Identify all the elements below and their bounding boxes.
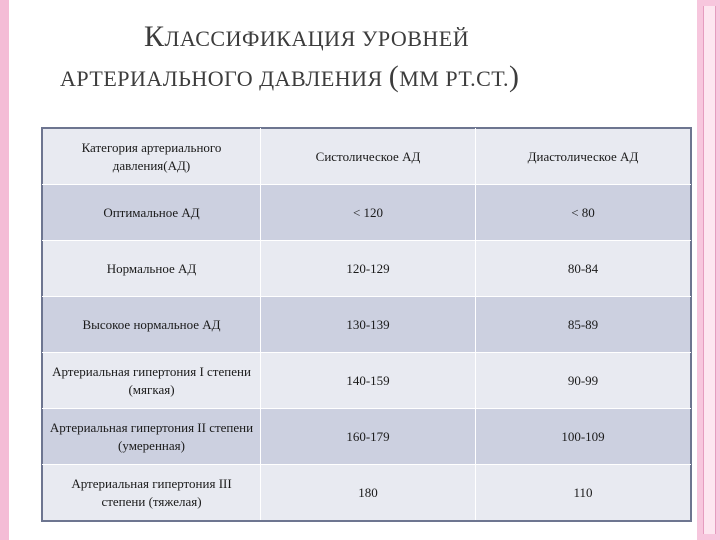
row-diastolic: 90-99	[476, 353, 691, 409]
row-systolic: 180	[261, 465, 476, 521]
row-category: Нормальное АД	[43, 241, 261, 297]
row-diastolic: 85-89	[476, 297, 691, 353]
table-row	[43, 409, 691, 465]
row-diastolic: 100-109	[476, 409, 691, 465]
row-systolic: 130-139	[261, 297, 476, 353]
row-category: Артериальная гипертония II степени (умеренная)	[43, 409, 261, 465]
title-line-2: АРТЕРИАЛЬНОГО ДАВЛЕНИЯ (ММ РТ.СТ.)	[60, 60, 520, 93]
right-decorative-frame-inner	[703, 6, 716, 534]
row-category: Артериальная гипертония I степени (мягкая)	[43, 353, 261, 409]
row-diastolic: 110	[476, 465, 691, 521]
row-category: Оптимальное АД	[43, 185, 261, 241]
table-row	[43, 353, 691, 409]
table-row	[43, 297, 691, 353]
row-systolic: 120-129	[261, 241, 476, 297]
row-category: Высокое нормальное АД	[43, 297, 261, 353]
table-row	[43, 465, 691, 521]
row-systolic: 140-159	[261, 353, 476, 409]
table-row	[43, 241, 691, 297]
row-systolic: < 120	[261, 185, 476, 241]
table-row	[43, 185, 691, 241]
row-category: Артериальная гипертония III степени (тяжелая)	[43, 465, 261, 521]
left-decorative-bar	[0, 0, 9, 540]
row-diastolic: < 80	[476, 185, 691, 241]
header-diastolic: Диастолическое АД	[476, 129, 691, 185]
blood-pressure-table	[42, 128, 691, 521]
header-systolic: Систолическое АД	[261, 129, 476, 185]
table-header-row	[43, 129, 691, 185]
title-line-1: КЛАССИФИКАЦИЯ УРОВНЕЙ	[144, 20, 470, 53]
header-category: Категория артериального давления(АД)	[43, 129, 261, 185]
row-systolic: 160-179	[261, 409, 476, 465]
row-diastolic: 80-84	[476, 241, 691, 297]
